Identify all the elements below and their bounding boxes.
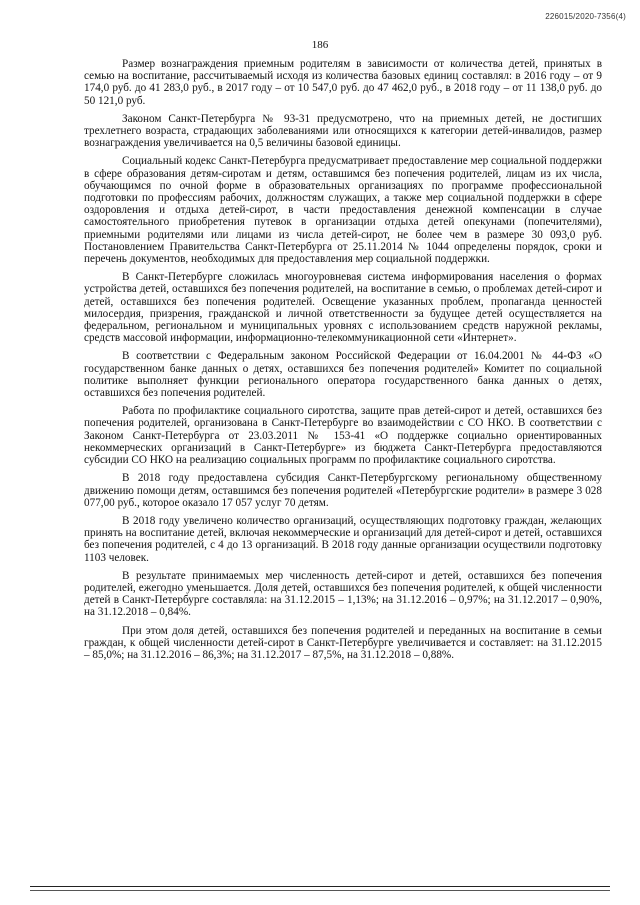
- paragraph: При этом доля детей, оставшихся без попечения родителей и переданных на воспитание в семьи граждан, к общей численности детей-сирот в Санкт-Петербурге увеличивается и составляет: на 31.12.2015 – 85,0%; на 31.12.2016 – 86,3%; на 31.12.2017 – 87,5%, на 31.12.2018 – 0,88%.: [84, 624, 602, 661]
- paragraph: Законом Санкт-Петербурга № 93-31 предусмотрено, что на приемных детей, не достигших трехлетнего возраста, страдающих заболеваниями или относящихся к категории детей-инвалидов, размер вознаграждения увеличивается на 0,5 величины базовой единицы.: [84, 112, 602, 150]
- paragraph: В результате принимаемых мер численность детей-сирот и детей, оставшихся без попечения родителей, ежегодно уменьшается. Доля детей, оставшихся без попечения родителей, к общей численности детей в Санкт-Петербурге составляла: на 31.12.2015 – 1,13%; на 31.12.2016 – 0,97%; на 31.12.2017 – 0,90%, на 31.12.2018 – 0,84%.: [84, 569, 602, 619]
- footer-rule: [30, 886, 610, 887]
- document-id: 226015/2020-7356(4): [545, 12, 626, 21]
- paragraph: В соответствии с Федеральным законом Российской Федерации от 16.04.2001 № 44-ФЗ «О государственном банке данных о детях, оставшихся без попечения родителей» Комитет по социальной политике выполняет функции регионального оператора государственного банка данных о детях, оставшихся без попечения родителей.: [84, 350, 602, 400]
- paragraph: Социальный кодекс Санкт-Петербурга предусматривает предоставление мер социальной поддержки в сфере образования детям-сиротам и детям, оставшимся без попечения родителей, лицам из их числа, обучающимся по очной форме в образовательных организациях по программе профессиональной подготовки по профессиям рабочих, должностям служащих, а также мер социальной поддержки в сфере оздоровления и отдыха детей-сирот, в части предоставления денежной компенсации в случае самостоятельного приобретения путевок в организации отдыха детей опекунами (попечителями), приемными родителями или лицами из числа детей-сирот, не более чем в размере 30 093,0 руб. Постановлением Правительства Санкт-Петербурга от 25.11.2014 № 1044 определены порядок, сроки и перечень документов, необходимых для предоставления мер социальной поддержки.: [84, 155, 602, 266]
- paragraph: Размер вознаграждения приемным родителям в зависимости от количества детей, принятых в семью на воспитание, рассчитываемый исходя из количества базовых единиц составлял: в 2016 году – от 9 174,0 руб. до 41 283,0 руб., в 2017 году – от 10 547,0 руб. до 47 462,0 руб., в 2018 году – от 11 138,0 руб. до 50 121,0 руб.: [84, 58, 602, 107]
- paragraph: В Санкт-Петербурге сложилась многоуровневая система информирования населения о формах устройства детей, оставшихся без попечения родителей, на воспитание в семью, о проблемах детей-сирот и детей, оставшихся без попечения родителей. Освещение указанных проблем, пропаганда ценностей милосердия, призрения, гражданской и личной ответственности за будущее детей осуществляется на федеральном, региональном и муниципальных уровнях с использованием средств наружной рекламы, средств массовой информации, информационно-телекоммуникационной сети «Интернет».: [84, 271, 602, 345]
- paragraph: В 2018 году увеличено количество организаций, осуществляющих подготовку граждан, желающих принять на воспитание детей, включая некоммерческие и организаций для детей-сирот и детей, оставшихся без попечения родителей, с 4 до 13 организаций. В 2018 году данные организации осуществили подготовку 1103 человек.: [84, 514, 602, 564]
- document-body: [84, 58, 602, 666]
- page-number: 186: [311, 39, 329, 51]
- footer-rule-thin: [30, 890, 610, 891]
- paragraph: В 2018 году предоставлена субсидия Санкт-Петербургскому региональному общественному движению помощи детям, оставшимся без попечения родителей «Петербургские родители» в размере 3 028 077,00 руб., которое оказало 17 057 услуг 70 детям.: [84, 472, 602, 509]
- paragraph: Работа по профилактике социального сиротства, защите прав детей-сирот и детей, оставшихся без попечения родителей, организована в Санкт-Петербурге во взаимодействии с СО НКО. В соответствии с Законом Санкт-Петербурга от 23.03.2011 № 153-41 «О поддержке социально ориентированных некоммерческих организаций в Санкт-Петербурге» из бюджета Санкт-Петербурга предоставляются субсидии СО НКО на реализацию социальных программ по профилактике социального сиротства.: [84, 405, 602, 467]
